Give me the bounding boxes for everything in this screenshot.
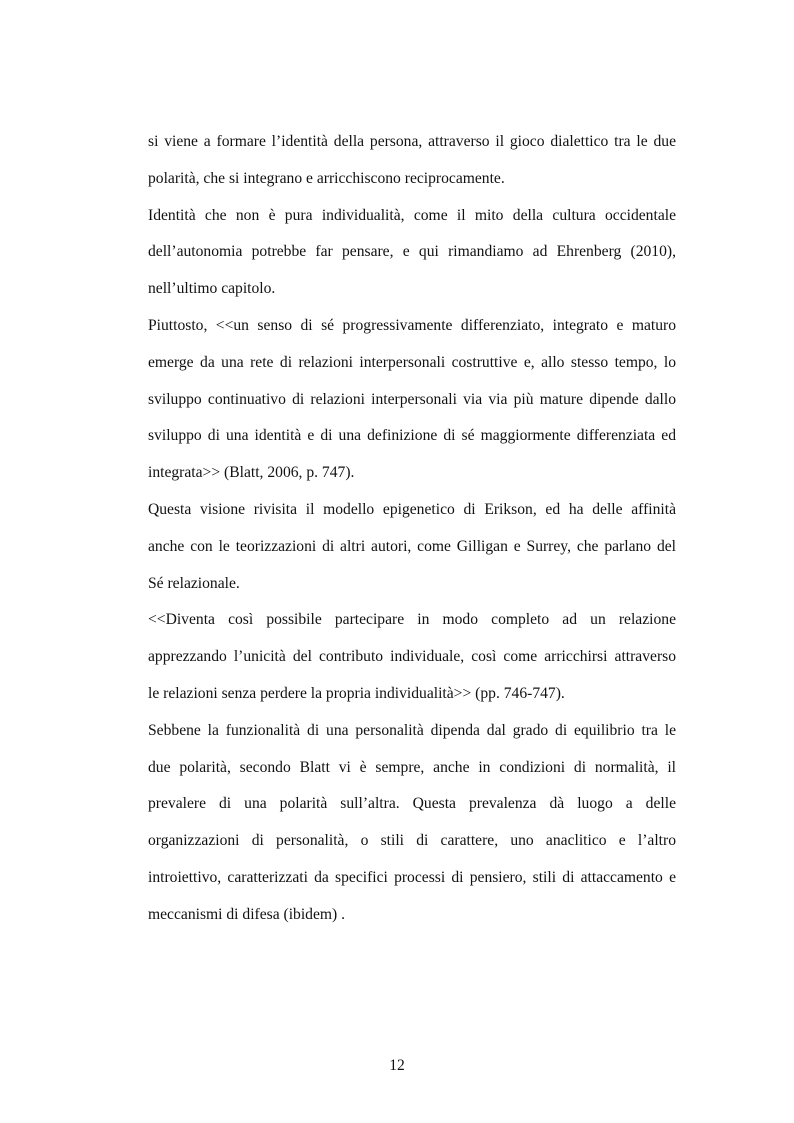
text-line: polarità, che si integrano e arricchiscono reciprocamente. <box>148 169 505 187</box>
paragraph <box>148 312 676 496</box>
text-line: integrata>> (Blatt, 2006, p. 747). <box>148 464 355 482</box>
text-line: introiettivo, caratterizzati da specifici processi di pensiero, stili di attaccamento e <box>148 868 676 886</box>
text-line: dell’autonomia potrebbe far pensare, e qui rimandiamo ad Ehrenberg (2010), <box>148 243 676 261</box>
text-line: sviluppo di una identità e di una definizione di sé maggiormente differenziata ed <box>148 427 676 445</box>
text-line: prevalere di una polarità sull’altra. Questa prevalenza dà luogo a delle <box>148 795 676 813</box>
text-line: emerge da una rete di relazioni interpersonali costruttive e, allo stesso tempo, lo <box>148 353 676 371</box>
text-line: anche con le teorizzazioni di altri autori, come Gilligan e Surrey, che parlano del <box>148 537 676 555</box>
page-body-text <box>148 128 676 938</box>
text-line: nell’ultimo capitolo. <box>148 280 276 298</box>
paragraph <box>148 202 676 312</box>
text-line: organizzazioni di personalità, o stili di carattere, uno anaclitico e l’altro <box>148 832 676 850</box>
text-line: Identità che non è pura individualità, come il mito della cultura occidentale <box>148 206 676 224</box>
paragraph <box>148 717 676 938</box>
text-line: Sebbene la funzionalità di una personalità dipenda dal grado di equilibrio tra le <box>148 721 676 739</box>
text-line: Sé relazionale. <box>148 574 240 592</box>
text-line: Piuttosto, <<un senso di sé progressivamente differenziato, integrato e maturo <box>148 316 676 334</box>
text-line: Questa visione rivisita il modello epigenetico di Erikson, ed ha delle affinità <box>148 500 676 518</box>
text-line: due polarità, secondo Blatt vi è sempre, anche in condizioni di normalità, il <box>148 758 676 776</box>
text-line: le relazioni senza perdere la propria individualità>> (pp. 746-747). <box>148 684 565 702</box>
text-line: apprezzando l’unicità del contributo individuale, così come arricchirsi attraverso <box>148 648 676 666</box>
paragraph <box>148 496 676 606</box>
paragraph <box>148 606 676 716</box>
paragraph <box>148 128 676 202</box>
text-line: sviluppo continuativo di relazioni interpersonali via via più mature dipende dallo <box>148 390 676 408</box>
page-number: 12 <box>389 1057 405 1074</box>
text-line: meccanismi di difesa (ibidem) . <box>148 905 346 923</box>
text-line: si viene a formare l’identità della persona, attraverso il gioco dialettico tra le due <box>148 133 676 150</box>
text-line: <<Diventa così possibile partecipare in modo completo ad un relazione <box>148 611 676 629</box>
